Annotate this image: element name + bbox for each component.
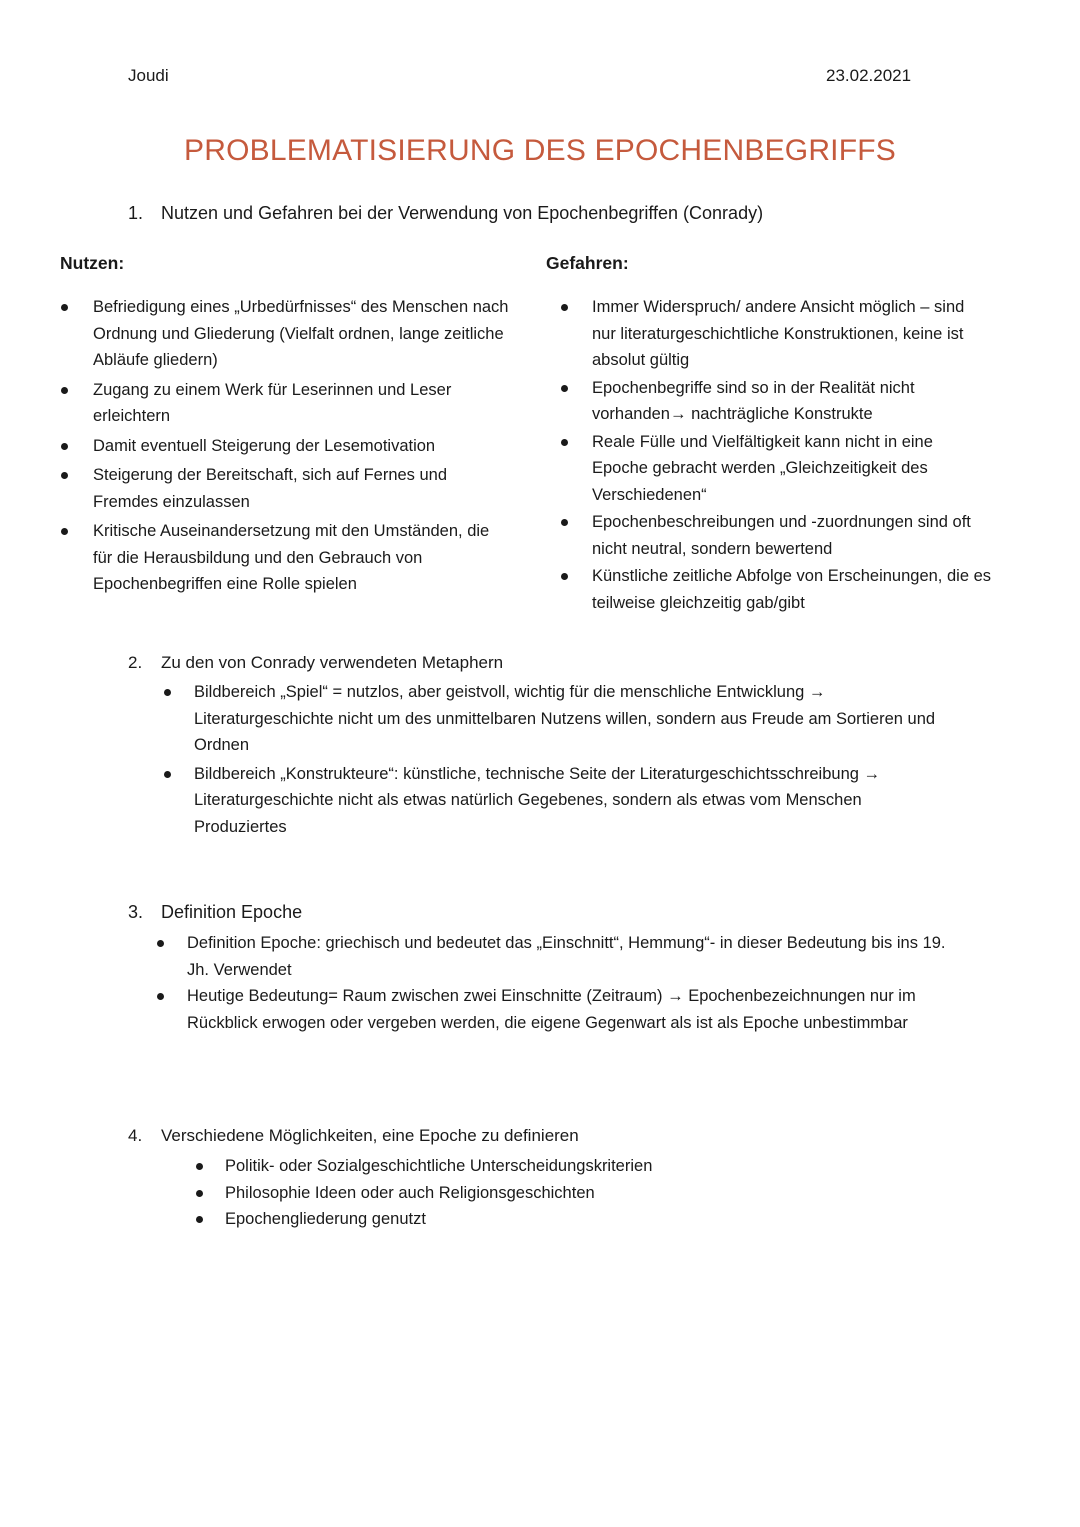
list-item [225, 1180, 785, 1207]
list-item-text: Epochenbegriffe sind so in der Realität nicht vorhanden→ nachträgliche Konstrukte [592, 378, 915, 423]
gefahren-list [592, 294, 992, 617]
section-1-number: 1. [128, 203, 144, 223]
list-item [225, 1153, 785, 1180]
list-item-text: Politik- oder Sozialgeschichtliche Unterscheidungskriterien [225, 1157, 653, 1175]
section-2-number: 2. [128, 653, 143, 672]
list-item [592, 509, 992, 562]
section-1-title: Nutzen und Gefahren bei der Verwendung von Epochenbegriffen (Conrady) [161, 203, 764, 223]
bullet-icon [196, 1216, 203, 1223]
list-item-text: Damit eventuell Steigerung der Lesemotivation [93, 436, 436, 455]
list-item-text: Steigerung der Bereitschaft, sich auf Fernes und Fremdes einzulassen [93, 466, 448, 511]
gefahren-heading: Gefahren: [546, 253, 629, 273]
moeglichkeiten-list [225, 1153, 785, 1233]
bullet-icon [61, 443, 68, 450]
list-item [592, 294, 992, 374]
bullet-icon [61, 528, 68, 535]
bullet-icon [164, 771, 171, 778]
section-3-title: Definition Epoche [161, 902, 303, 922]
list-item-text: Immer Widerspruch/ andere Ansicht möglich – sind nur literaturgeschichtliche Konstruktionen, keine ist absolut gültig [592, 298, 965, 369]
bullet-icon [61, 304, 68, 311]
metaphern-list [194, 679, 954, 842]
bullet-icon [561, 304, 568, 311]
list-item-text: Epochengliederung genutzt [225, 1210, 426, 1228]
bullet-icon [196, 1190, 203, 1197]
bullet-icon [61, 387, 68, 394]
list-item [592, 429, 992, 509]
bullet-icon [561, 573, 568, 580]
section-2-heading [128, 653, 503, 673]
bullet-icon [561, 519, 568, 526]
list-item [194, 761, 954, 841]
bullet-icon [61, 472, 68, 479]
list-item [93, 377, 513, 430]
list-item [592, 563, 992, 616]
list-item [93, 294, 513, 374]
list-item-text: Heutige Bedeutung= Raum zwischen zwei Einschnitte (Zeitraum) → Epochenbezeichnungen nur im Rückblick erwogen oder vergeben werden, die eigene Gegenwart als ist als Epoche unbestimmbar [187, 987, 916, 1032]
list-item [93, 462, 513, 515]
bullet-icon [164, 689, 171, 696]
bullet-icon [157, 940, 164, 947]
section-4-heading [128, 1126, 579, 1146]
list-item-text: Philosophie Ideen oder auch Religionsgeschichten [225, 1183, 595, 1202]
section-4-title: Verschiedene Möglichkeiten, eine Epoche zu definieren [161, 1126, 579, 1145]
list-item [187, 930, 967, 983]
section-3-heading [128, 902, 302, 923]
list-item-text: Kritische Auseinandersetzung mit den Umständen, die für die Herausbildung und den Gebrauch von Epochenbegriffen eine Rolle spielen [93, 522, 490, 593]
list-item-text: Künstliche zeitliche Abfolge von Erscheinungen, die es teilweise gleichzeitig gab/gibt [592, 567, 992, 612]
list-item-text: Zugang zu einem Werk für Leserinnen und Leser erleichtern [93, 380, 452, 425]
list-item-text: Befriedigung eines „Urbedürfnisses“ des Menschen nach Ordnung und Gliederung (Vielfalt ordnen, lange zeitliche Abläufe gliedern) [93, 298, 509, 369]
list-item [187, 983, 967, 1036]
bullet-icon [561, 439, 568, 446]
bullet-icon [157, 993, 164, 1000]
document-date: 23.02.2021 [826, 66, 912, 85]
section-4-number: 4. [128, 1126, 143, 1145]
list-item [592, 375, 992, 428]
list-item [93, 518, 513, 598]
nutzen-list [93, 294, 513, 601]
section-3-number: 3. [128, 902, 144, 922]
nutzen-heading: Nutzen: [60, 253, 125, 273]
list-item-text: Epochenbeschreibungen und -zuordnungen sind oft nicht neutral, sondern bewertend [592, 513, 971, 558]
section-2-title: Zu den von Conrady verwendeten Metaphern [161, 653, 504, 672]
bullet-icon [561, 385, 568, 392]
list-item [194, 679, 954, 759]
list-item [93, 433, 513, 460]
list-item-text: Bildbereich „Spiel“ = nutzlos, aber geistvoll, wichtig für die menschliche Entwicklung → Literaturgeschichte nicht um des unmittelbaren Nutzens willen, sondern aus Freude am Sortieren und Ordnen [194, 683, 936, 754]
bullet-icon [196, 1163, 203, 1170]
list-item [225, 1206, 785, 1233]
list-item-text: Reale Fülle und Vielfältigkeit kann nicht in eine Epoche gebracht werden „Gleichzeitigkeit des Verschiedenen“ [592, 432, 933, 504]
definition-list [187, 930, 967, 1036]
section-1-heading [128, 203, 763, 224]
page-title: PROBLEMATISIERUNG DES EPOCHENBEGRIFFS [184, 134, 896, 167]
author-name: Joudi [128, 66, 169, 85]
list-item-text: Definition Epoche: griechisch und bedeutet das „Einschnitt“, Hemmung“- in dieser Bedeutung bis ins 19. Jh. Verwendet [187, 934, 946, 979]
list-item-text: Bildbereich „Konstrukteure“: künstliche, technische Seite der Literaturgeschichtsschreibung → Literaturgeschichte nicht als etwas natürlich Gegebenes, sondern als etwas vom Menschen Produziertes [194, 764, 881, 836]
